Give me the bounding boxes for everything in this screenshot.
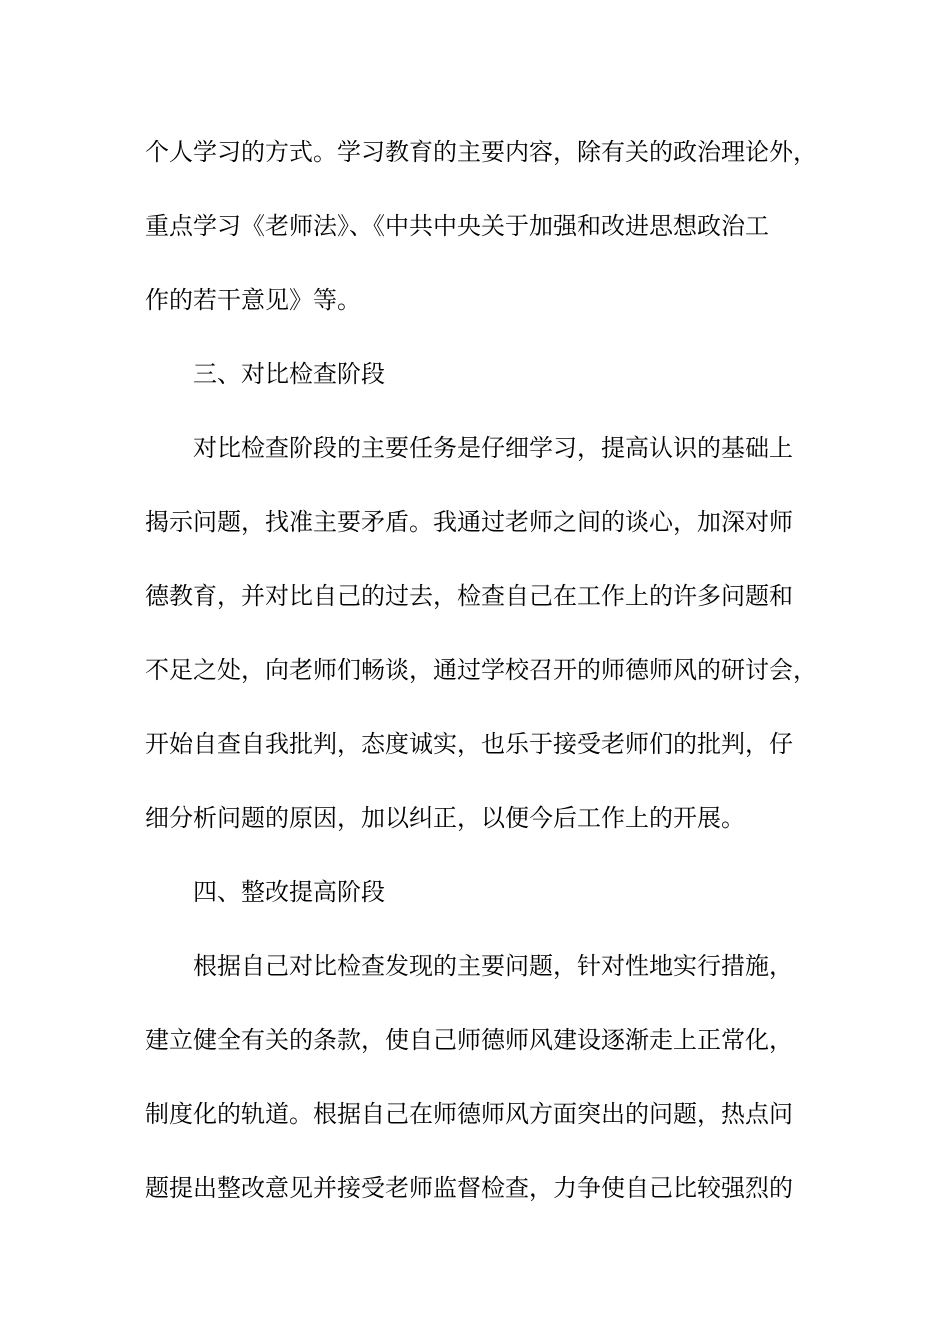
body-line: 德教育，并对比自己的过去，检查自己在工作上的许多问题和 — [145, 582, 793, 610]
body-line: 对比检查阶段的主要任务是仔细学习，提高认识的基础上 — [193, 434, 793, 462]
body-line: 重点学习《老师法》、《中共中央关于加强和改进思想政治工 — [145, 212, 769, 240]
body-line: 开始自查自我批判，态度诚实，也乐于接受老师们的批判，仔 — [145, 730, 793, 758]
body-line: 不足之处，向老师们畅谈，通过学校召开的师德师风的研讨会， — [145, 656, 817, 684]
body-line: 根据自己对比检查发现的主要问题，针对性地实行措施， — [193, 952, 793, 980]
body-line: 揭示问题，找准主要矛盾。我通过老师之间的谈心，加深对师 — [145, 508, 793, 536]
body-line: 题提出整改意见并接受老师监督检查，力争使自己比较强烈的 — [145, 1174, 793, 1202]
body-line: 作的若干意见》等。 — [145, 286, 361, 314]
body-line: 建立健全有关的条款，使自己师德师风建设逐渐走上正常化， — [145, 1026, 793, 1054]
section-heading: 三、对比检查阶段 — [193, 360, 385, 388]
body-line: 制度化的轨道。根据自己在师德师风方面突出的问题，热点问 — [145, 1100, 793, 1128]
body-line: 细分析问题的原因，加以纠正，以便今后工作上的开展。 — [145, 804, 745, 832]
section-heading: 四、整改提高阶段 — [193, 878, 385, 906]
body-line: 个人学习的方式。学习教育的主要内容，除有关的政治理论外， — [145, 138, 817, 166]
